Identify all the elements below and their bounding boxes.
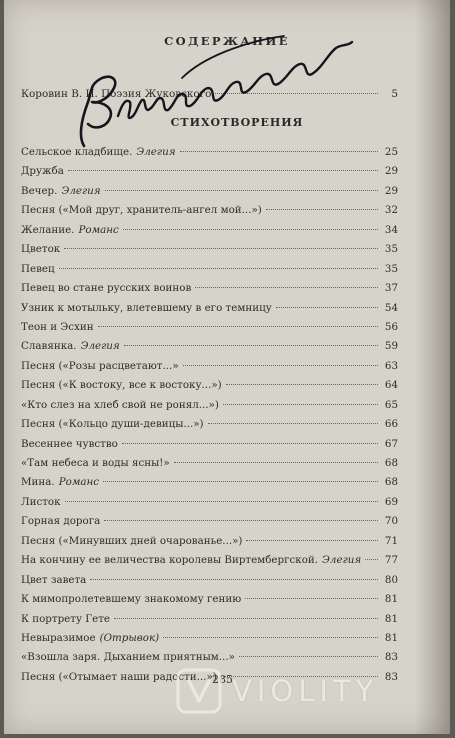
toc-entry [21,515,398,534]
toc-entry [21,399,398,418]
toc-entry [21,165,398,184]
toc-entry [21,632,398,651]
entry-genre: Романс [58,476,100,489]
leader-dots [180,151,378,152]
entry-page: 29 [384,165,398,178]
entry-title: Цвет завета [21,573,87,586]
leader-dots [226,384,378,385]
entry-page: 83 [384,651,398,664]
entry-page: 80 [384,573,398,586]
entry-title: Песня («К востоку, все к востоку...») [21,379,222,392]
toc-entry [21,282,398,301]
entry-title: Сельское кладбище. [21,146,133,158]
leader-dots [98,326,378,327]
entry-page: 54 [384,301,398,314]
entry-page: 35 [384,243,398,256]
toc-entry [21,476,398,495]
leader-dots [195,287,378,288]
toc-entry [21,457,398,476]
leader-dots [59,268,378,269]
entry-genre: Элегия [61,184,101,197]
toc-entry [21,535,398,554]
entry-page: 64 [384,379,398,392]
intro-entry [21,88,398,100]
entry-title: Песня («Отымает наши радости...») [21,670,217,683]
entry-page: 59 [384,340,398,353]
toc-list [21,146,398,690]
entry-title: Песня («Кольцо души-девицы...») [21,418,204,431]
violity-watermark [176,668,378,714]
entry-genre: (Отрывок) [99,631,160,644]
entry-title: «Взошла заря. Дыханием приятным...» [21,651,235,664]
leader-dots [65,501,378,502]
entry-title: Славянка. [21,340,77,353]
entry-page: 68 [384,457,398,469]
entry-page: 25 [384,146,398,158]
leader-dots [123,229,378,230]
entry-title: Горная дорога [21,515,101,528]
toc-entry [21,224,398,243]
toc-entry [21,302,398,321]
leader-dots [239,656,378,657]
entry-genre: Элегия [80,340,120,353]
toc-entry [21,379,398,398]
leader-dots [163,637,378,638]
entry-title: Певец [21,262,55,275]
book-page [4,0,450,734]
leader-dots [276,307,378,308]
toc-entry [21,438,398,457]
intro-title: Коровин В. И. Поэзия Жуковского [21,88,212,100]
entry-page: 67 [384,437,398,450]
entry-page: 37 [384,282,398,295]
leader-dots [266,209,378,210]
poems-section-title: СТИХОТВОРЕНИЯ [170,116,304,129]
leader-dots [208,423,378,424]
leader-dots [245,598,378,599]
entry-title: Песня («Минувших дней очарованье...») [21,534,243,547]
page-number: 285 [212,673,233,686]
toc-entry [21,185,398,204]
toc-entry [21,321,398,340]
violity-logo-icon [176,668,222,714]
entry-title: Цветок [21,243,61,256]
entry-title: Невыразимое [21,631,96,644]
entry-page: 71 [384,534,398,547]
leader-dots [183,365,378,366]
entry-page: 29 [384,184,398,197]
toc-entry [21,418,398,437]
toc-entry [21,243,398,262]
entry-genre: Элегия [136,146,176,158]
leader-dots [124,345,378,346]
toc-entry [21,263,398,282]
entry-page: 81 [384,631,398,644]
entry-page: 69 [384,495,398,508]
leader-dots [90,579,378,580]
entry-page: 83 [384,670,398,683]
toc-entry [21,554,398,573]
toc-entry [21,574,398,593]
contents-title: СОДЕРЖАНИЕ [164,34,290,48]
entry-page: 77 [384,554,398,567]
entry-title: К портрету Гете [21,612,111,625]
entry-page: 34 [384,223,398,236]
entry-page: 81 [384,593,398,606]
leader-dots [105,190,378,191]
leader-dots [223,404,378,405]
toc-entry [21,613,398,632]
entry-title: Узник к мотыльку, влетевшему в его темницу [21,301,272,314]
leader-dots [246,540,378,541]
leader-dots [103,481,378,482]
leader-dots [122,443,378,444]
toc-entry [21,204,398,223]
entry-title: Песня («Розы расцветают...» [21,359,179,372]
leader-dots [104,520,378,521]
entry-genre: Элегия [322,554,362,567]
entry-title: Весеннее чувство [21,437,118,450]
watermark-text: VIOLITY [232,674,379,708]
entry-title: Желание. [21,223,75,236]
toc-entry [21,340,398,359]
toc-entry [21,360,398,379]
entry-page: 81 [384,612,398,625]
entry-genre: Романс [78,223,119,236]
leader-dots [64,248,378,249]
leader-dots [68,170,378,171]
entry-title: Дружба [21,165,64,178]
entry-title: «Там небеса и воды ясны!» [21,457,170,469]
toc-entry [21,593,398,612]
toc-entry [21,146,398,165]
entry-page: 32 [384,204,398,217]
entry-title: Вечер. [21,184,58,197]
entry-title: Мина. [21,476,55,489]
entry-page: 70 [384,515,398,528]
entry-page: 35 [384,262,398,275]
toc-entry [21,496,398,515]
entry-title: К мимопролетевшему знакомому гению [21,593,242,606]
entry-title: Певец во стане русских воинов [21,282,192,295]
entry-title: Листок [21,495,61,508]
leader-dots [215,93,378,94]
leader-dots [174,462,378,463]
entry-title: Песня («Мой друг, хранитель-ангел мой...») [21,204,262,217]
intro-page: 5 [391,88,398,100]
entry-page: 65 [384,398,398,411]
leader-dots [114,618,378,619]
entry-title: Теон и Эсхин [21,320,94,333]
leader-dots [365,559,378,560]
entry-page: 63 [384,359,398,372]
entry-title: На кончину ее величества королевы Виртембергской. [21,554,319,567]
entry-page: 56 [384,320,398,333]
entry-title: «Кто слез на хлеб свой не ронял...») [21,398,219,411]
entry-page: 66 [384,418,398,431]
entry-page: 68 [384,476,398,489]
